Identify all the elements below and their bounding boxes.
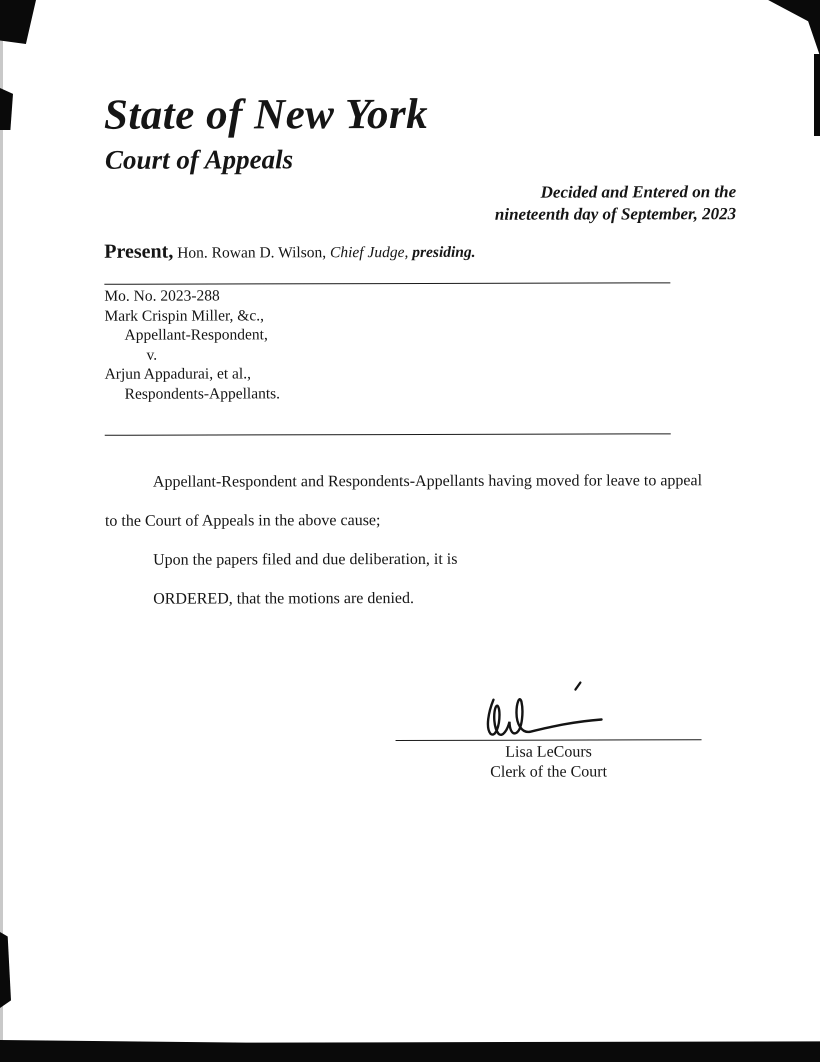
present-line [104,240,475,264]
present-judge-title: Chief Judge, [329,244,409,262]
motion-number: Mo. No. 2023-288 [104,287,220,305]
present-judge-name: Hon. Rowan D. Wilson, [173,244,331,262]
court-name-heading: State of New York [103,90,429,139]
clerk-title: Clerk of the Court [490,763,608,781]
decided-line-1: Decided and Entered on the [540,182,737,202]
order-paragraph-1: Appellant-Respondent and Respondents-Appellants having moved for leave to appeal to the Court of Appeals in the above cause; [104,472,703,530]
court-subtitle-heading: Court of Appeals [104,144,294,175]
case-caption [104,286,280,403]
decided-and-entered-block [376,181,736,226]
caption-bottom-rule [105,433,671,435]
order-body [105,461,713,619]
present-presiding: presiding. [408,243,476,262]
signature-block [395,679,701,781]
caption-top-rule [104,282,670,284]
order-paragraph-3: ORDERED, that the motions are denied. [153,589,415,608]
party-appellant: Mark Crispin Miller, &c., [104,306,264,325]
order-paragraph-2: Upon the papers filed and due deliberation, it is [153,550,458,569]
clerk-name: Lisa LeCours [505,743,592,761]
party-respondent-role: Respondents-Appellants. [124,384,281,403]
party-respondent: Arjun Appadurai, et al., [104,365,251,383]
present-label: Present, [104,240,174,263]
versus: v. [146,346,158,364]
party-appellant-role: Appellant-Respondent, [124,326,268,344]
clerk-signature-icon [483,679,613,741]
decided-line-2: nineteenth day of September, 2023 [494,204,737,224]
